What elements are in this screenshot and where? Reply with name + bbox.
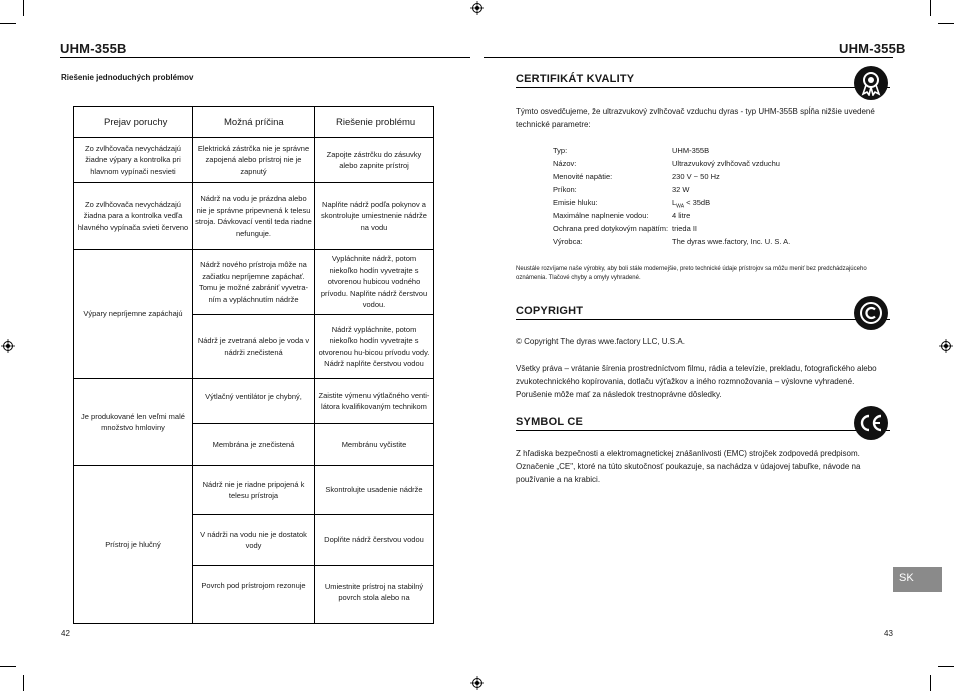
spec-label: Maximálne naplnenie vodou:: [553, 211, 649, 220]
table-cell-cause: Nádrž je zvetraná alebo je voda v nádrži znečistená: [197, 336, 310, 357]
page-number-right: 43: [884, 629, 893, 638]
table-cell-solution: Membránu vyčistite: [341, 439, 407, 449]
registration-mark-icon: [939, 339, 953, 353]
spec-value-rest: < 35dB: [684, 198, 711, 207]
table-cell-cause: V nádrži na vodu nie je dostatok vody: [200, 529, 307, 550]
spec-value-main: L: [672, 198, 677, 207]
header-solution: Riešenie problému: [336, 116, 416, 128]
rosette-icon: [854, 66, 888, 100]
crop-mark: [23, 675, 24, 691]
crop-mark: [0, 666, 16, 667]
crop-mark: [930, 0, 931, 16]
header-rule: [60, 57, 470, 58]
section-title: Riešenie jednoduchých problémov: [61, 73, 194, 82]
table-cell-symptom: Je produkované len veľmi malé množstvo hmloviny: [81, 411, 185, 432]
table-cell-solution: Skontrolujte usadenie nádrže: [325, 485, 423, 495]
registration-mark-icon: [470, 676, 484, 690]
table-cell-solution: Nádrž vypláchnite, potom niekoľko hodín vyvetrajte s otvorenou hu-bicou prívodu vody. Nádrž naplňte čerstvou vodou: [318, 324, 430, 368]
registration-mark-icon: [1, 339, 15, 353]
table-cell-cause: Membrána je znečistená: [212, 439, 295, 449]
table-cell-cause: Povrch pod prístrojom rezonuje: [201, 581, 306, 591]
language-tab: SK: [893, 567, 942, 592]
table-cell-solution: Zapojte zástrčku do zásuvky alebo zapnite prístroj: [326, 149, 422, 170]
table-cell-solution: Vypláchnite nádrž, potom niekoľko hodín vyvetrajte s otvorenou hubicou vodného prívodu. Naplňte nádrž čerstvou vodou.: [320, 254, 428, 310]
spec-label: Emisie hluku:: [553, 198, 598, 207]
spec-value: 4 litre: [672, 211, 691, 220]
crop-mark: [0, 23, 16, 24]
spec-value: Ultrazvukový zvlhčovač vzduchu: [672, 159, 780, 168]
certificate-note: Neustále rozvíjame naše výrobky, aby boli stále modernejšie, preto technické údaje prístrojov sa môžu meniť bez predchádzajúceho oznámenia. Tlačové chyby a omyly vyhradené.: [516, 266, 867, 281]
spec-label: Príkon:: [553, 185, 577, 194]
ce-mark-icon: [854, 406, 888, 440]
spec-value: UHM-355B: [672, 146, 710, 155]
crop-mark: [23, 0, 24, 16]
table-cell-symptom: Zo zvlhčovača nevychádzajú žiadne výpary a kontrolka pri hlavnom vypínači nesvieti: [85, 143, 181, 176]
table-cell-solution: Naplňte nádrž podľa pokynov a skontrolujte umiestnenie nádrže na vodu: [321, 199, 427, 232]
table-cell-cause: Nádrž nového prístroja môže na začiatku nepríjemne zapáchať. Tomu je možné zabrániť vyvetra-ním a vypláchnutím nádrže: [198, 260, 309, 304]
troubleshooting-table: [73, 106, 434, 624]
certificate-intro: Týmto osvedčujeme, že ultrazvukový zvlhčovač vzduchu dyras - typ UHM-355B spĺňa nižšie uvedené technické parametre:: [516, 107, 875, 129]
copyright-icon: [854, 296, 888, 330]
table-cell-solution: Zaistite výmenu výtlačného venti-látora kvalifikovaným technikom: [318, 390, 430, 411]
model-name-left: UHM-355B: [60, 41, 127, 56]
registration-mark-icon: [470, 1, 484, 15]
table-cell-symptom: Výpary nepríjemne zapáchajú: [83, 309, 183, 319]
table-cell-cause: Nádrž nie je riadne pripojená k telesu prístroja: [202, 479, 305, 500]
spec-label: Názov:: [553, 159, 577, 168]
spec-value: The dyras wwe.factory, Inc. U. S. A.: [672, 237, 791, 246]
header-cause: Možná príčina: [224, 116, 284, 128]
spec-label: Menovité napätie:: [553, 172, 613, 181]
table-cell-solution: Umiestnite prístroj na stabilný povrch stola alebo na: [324, 581, 424, 602]
spec-label: Ochrana pred dotykovým napätím:: [553, 224, 669, 233]
copyright-heading: COPYRIGHT: [516, 305, 584, 317]
section-rule: [516, 430, 890, 431]
table-cell-symptom: Prístroj je hlučný: [105, 539, 161, 549]
page-number-left: 42: [61, 629, 70, 638]
section-rule: [516, 87, 890, 88]
spec-value: 32 W: [672, 185, 690, 194]
crop-mark: [938, 666, 954, 667]
table-cell-cause: Elektrická zástrčka nie je správne zapojená alebo prístroj nie je zapnutý: [197, 143, 310, 176]
spec-label: Typ:: [553, 146, 568, 155]
table-cell-cause: Výtlačný ventilátor je chybný,: [205, 392, 302, 402]
table-cell-cause: Nádrž na vodu je prázdna alebo nie je správne pripevnená k telesu stroja. Dávkovací ventil teda riadne nefunguje.: [195, 194, 312, 238]
crop-mark: [930, 675, 931, 691]
spec-value: 230 V ~ 50 Hz: [672, 172, 720, 181]
certificate-heading: CERTIFIKÁT KVALITY: [516, 73, 635, 85]
spec-value: trieda II: [672, 224, 698, 233]
header-rule: [484, 57, 893, 58]
crop-mark: [938, 23, 954, 24]
model-name-right: UHM-355B: [839, 41, 906, 56]
table-cell-solution: Doplňte nádrž čerstvou vodou: [324, 535, 424, 545]
ce-text: Z hľadiska bezpečnosti a elektromagnetickej znášanlivosti (EMC) strojček zodpovedá predpisom. Označenie „CE", ktoré na túto skutočnosť poukazuje, sa nachádza v údajovej tabuľke, návode na používanie a na krabici.: [516, 449, 861, 484]
ce-heading: SYMBOL CE: [516, 416, 583, 428]
copyright-line: © Copyright The dyras wwe.factory LLC, U.S.A.: [516, 337, 685, 346]
spec-value-sub: WA: [676, 203, 685, 210]
section-rule: [516, 319, 890, 320]
table-cell-symptom: Zo zvlhčovača nevychádzajú žiadna para a kontrolka vedľa hlavného vypínača svieti červeno: [77, 199, 189, 232]
header-symptom: Prejav poruchy: [104, 116, 168, 128]
spec-label: Výrobca:: [553, 237, 583, 246]
copyright-text: Všetky práva – vrátanie šírenia prostredníctvom filmu, rádia a televízie, prekladu, fotografického alebo zvukotechnického kopírovania, dotlaču výťažkov a iného rozmnožovania – výslovne vyhradené. Porušenie môže mať za následok trestnoprávne dôsledky.: [516, 364, 877, 399]
